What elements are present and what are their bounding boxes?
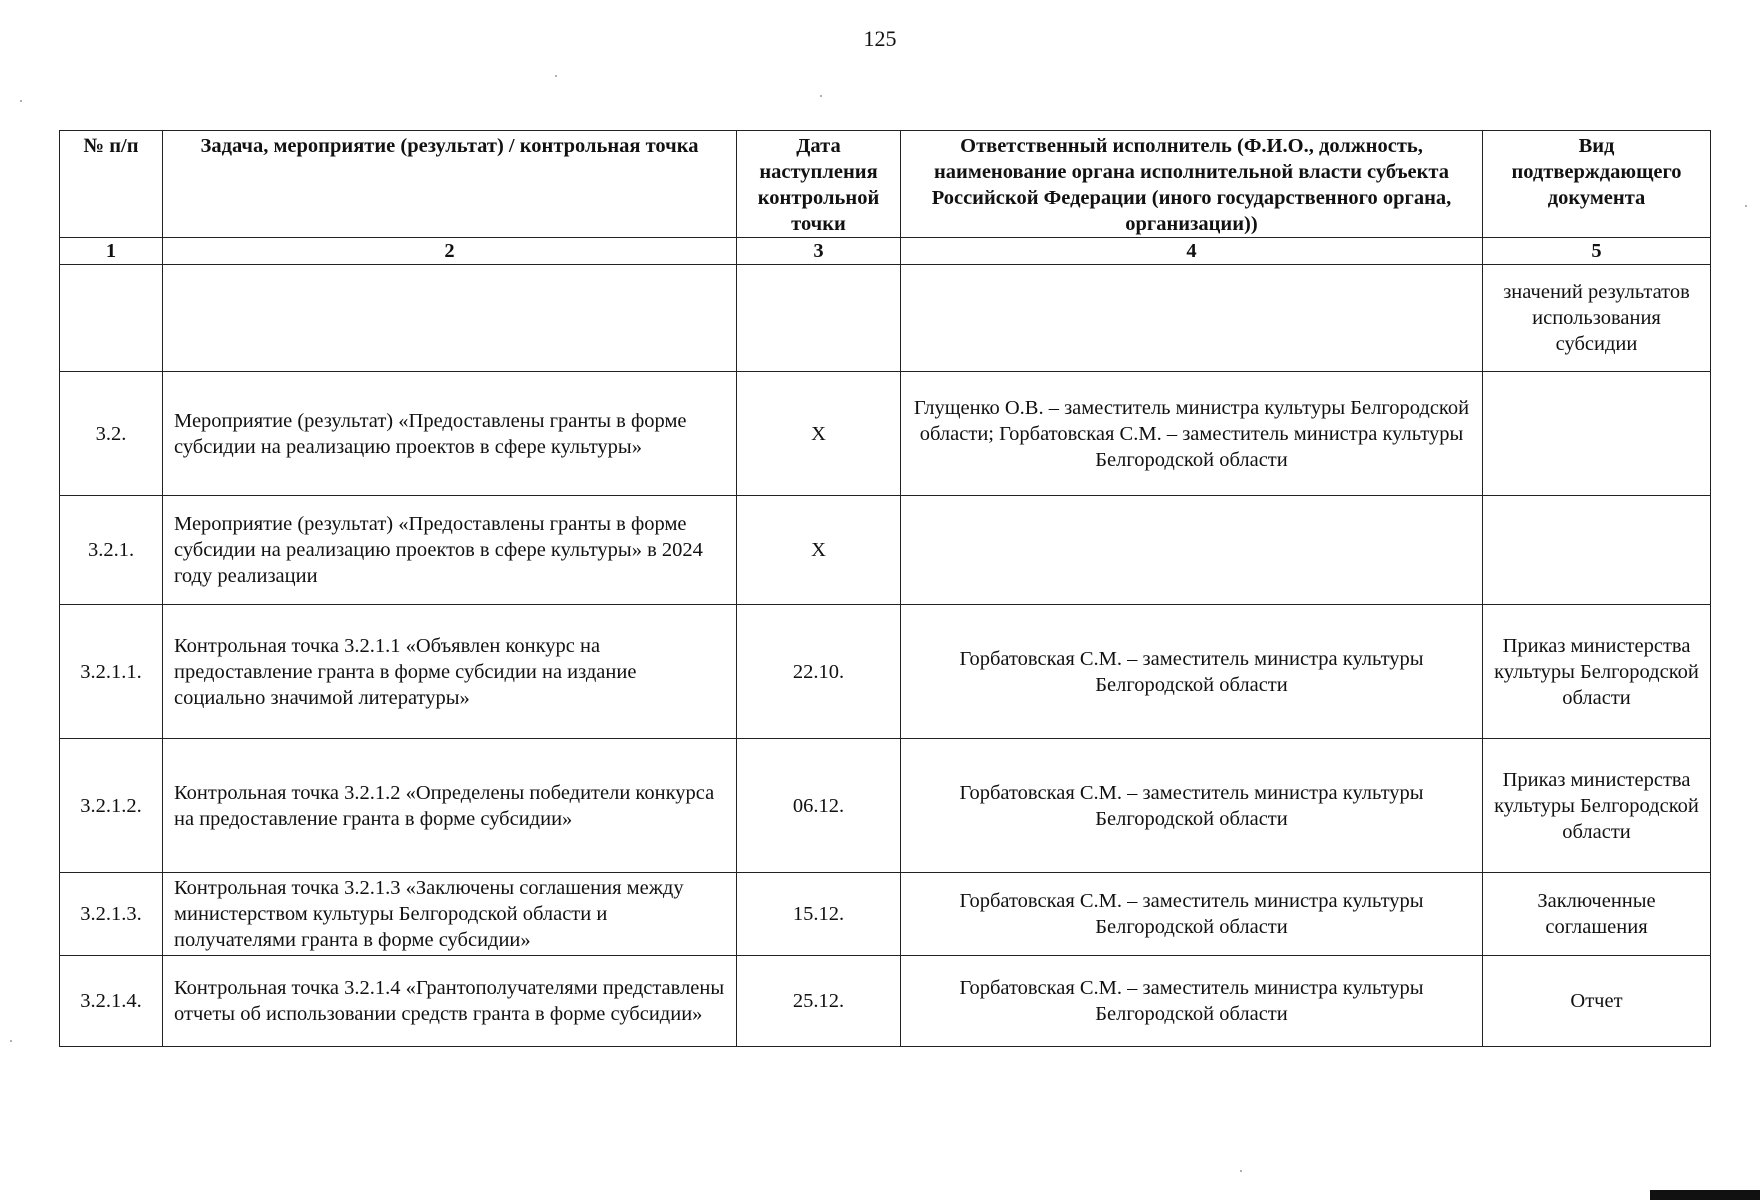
control-points-table bbox=[59, 130, 1711, 1047]
row-executor: Глущенко О.В. – заместитель министра культуры Белгородской области; Горбатовская С.М. – заместитель министра культуры Белгородской области bbox=[901, 372, 1483, 496]
column-number: 1 bbox=[60, 238, 163, 265]
header-date: Дата наступления контрольной точки bbox=[737, 131, 901, 238]
row-task: Контрольная точка 3.2.1.2 «Определены победители конкурса на предоставление гранта в форме субсидии» bbox=[163, 739, 737, 873]
row-executor: Горбатовская С.М. – заместитель министра культуры Белгородской области bbox=[901, 739, 1483, 873]
scan-speck bbox=[20, 100, 22, 102]
page-number: 125 bbox=[863, 26, 897, 51]
row-date: 06.12. bbox=[737, 739, 901, 873]
table-row bbox=[60, 372, 1711, 496]
row-number: 3.2.1. bbox=[60, 496, 163, 605]
row-document: Приказ министерства культуры Белгородской области bbox=[1483, 739, 1711, 873]
column-number: 4 bbox=[901, 238, 1483, 265]
row-number: 3.2.1.3. bbox=[60, 873, 163, 956]
row-executor bbox=[901, 496, 1483, 605]
row-date: 15.12. bbox=[737, 873, 901, 956]
column-number: 5 bbox=[1483, 238, 1711, 265]
row-document: значений результатов использования субсидии bbox=[1483, 265, 1711, 372]
row-date bbox=[737, 265, 901, 372]
row-date: X bbox=[737, 372, 901, 496]
row-date: X bbox=[737, 496, 901, 605]
row-task bbox=[163, 265, 737, 372]
row-document: Заключенные соглашения bbox=[1483, 873, 1711, 956]
row-number: 3.2.1.2. bbox=[60, 739, 163, 873]
row-document bbox=[1483, 372, 1711, 496]
row-executor: Горбатовская С.М. – заместитель министра культуры Белгородской области bbox=[901, 873, 1483, 956]
scan-speck bbox=[1240, 1170, 1242, 1172]
scan-speck bbox=[10, 1040, 12, 1042]
row-executor: Горбатовская С.М. – заместитель министра культуры Белгородской области bbox=[901, 956, 1483, 1047]
header-row bbox=[60, 131, 1711, 238]
header-executor: Ответственный исполнитель (Ф.И.О., должность, наименование органа исполнительной власти субъекта Российской Федерации (иного государственного органа, организации)) bbox=[901, 131, 1483, 238]
table-row bbox=[60, 496, 1711, 605]
row-number: 3.2.1.1. bbox=[60, 605, 163, 739]
header-task: Задача, мероприятие (результат) / контрольная точка bbox=[163, 131, 737, 238]
column-number-row bbox=[60, 238, 1711, 265]
row-document bbox=[1483, 496, 1711, 605]
row-executor: Горбатовская С.М. – заместитель министра культуры Белгородской области bbox=[901, 605, 1483, 739]
row-date: 25.12. bbox=[737, 956, 901, 1047]
row-number bbox=[60, 265, 163, 372]
row-task: Контрольная точка 3.2.1.3 «Заключены соглашения между министерством культуры Белгородской области и получателями гранта в форме субсидии» bbox=[163, 873, 737, 956]
scan-speck bbox=[555, 75, 557, 77]
column-number: 2 bbox=[163, 238, 737, 265]
row-executor bbox=[901, 265, 1483, 372]
row-task: Мероприятие (результат) «Предоставлены гранты в форме субсидии на реализацию проектов в сфере культуры» bbox=[163, 372, 737, 496]
table-row bbox=[60, 873, 1711, 956]
header-document: Вид подтверждающего документа bbox=[1483, 131, 1711, 238]
table-row bbox=[60, 605, 1711, 739]
row-date: 22.10. bbox=[737, 605, 901, 739]
row-task: Контрольная точка 3.2.1.1 «Объявлен конкурс на предоставление гранта в форме субсидии на издание социально значимой литературы» bbox=[163, 605, 737, 739]
scan-edge bbox=[1650, 1190, 1760, 1200]
header-number: № п/п bbox=[60, 131, 163, 238]
row-document: Приказ министерства культуры Белгородской области bbox=[1483, 605, 1711, 739]
row-number: 3.2.1.4. bbox=[60, 956, 163, 1047]
column-number: 3 bbox=[737, 238, 901, 265]
table-row bbox=[60, 956, 1711, 1047]
row-document: Отчет bbox=[1483, 956, 1711, 1047]
row-task: Контрольная точка 3.2.1.4 «Грантополучателями представлены отчеты об использовании средств гранта в форме субсидии» bbox=[163, 956, 737, 1047]
table-row bbox=[60, 739, 1711, 873]
scan-speck bbox=[820, 95, 822, 97]
row-task: Мероприятие (результат) «Предоставлены гранты в форме субсидии на реализацию проектов в сфере культуры» в 2024 году реализации bbox=[163, 496, 737, 605]
table-row bbox=[60, 265, 1711, 372]
row-number: 3.2. bbox=[60, 372, 163, 496]
scan-speck bbox=[1745, 205, 1747, 207]
